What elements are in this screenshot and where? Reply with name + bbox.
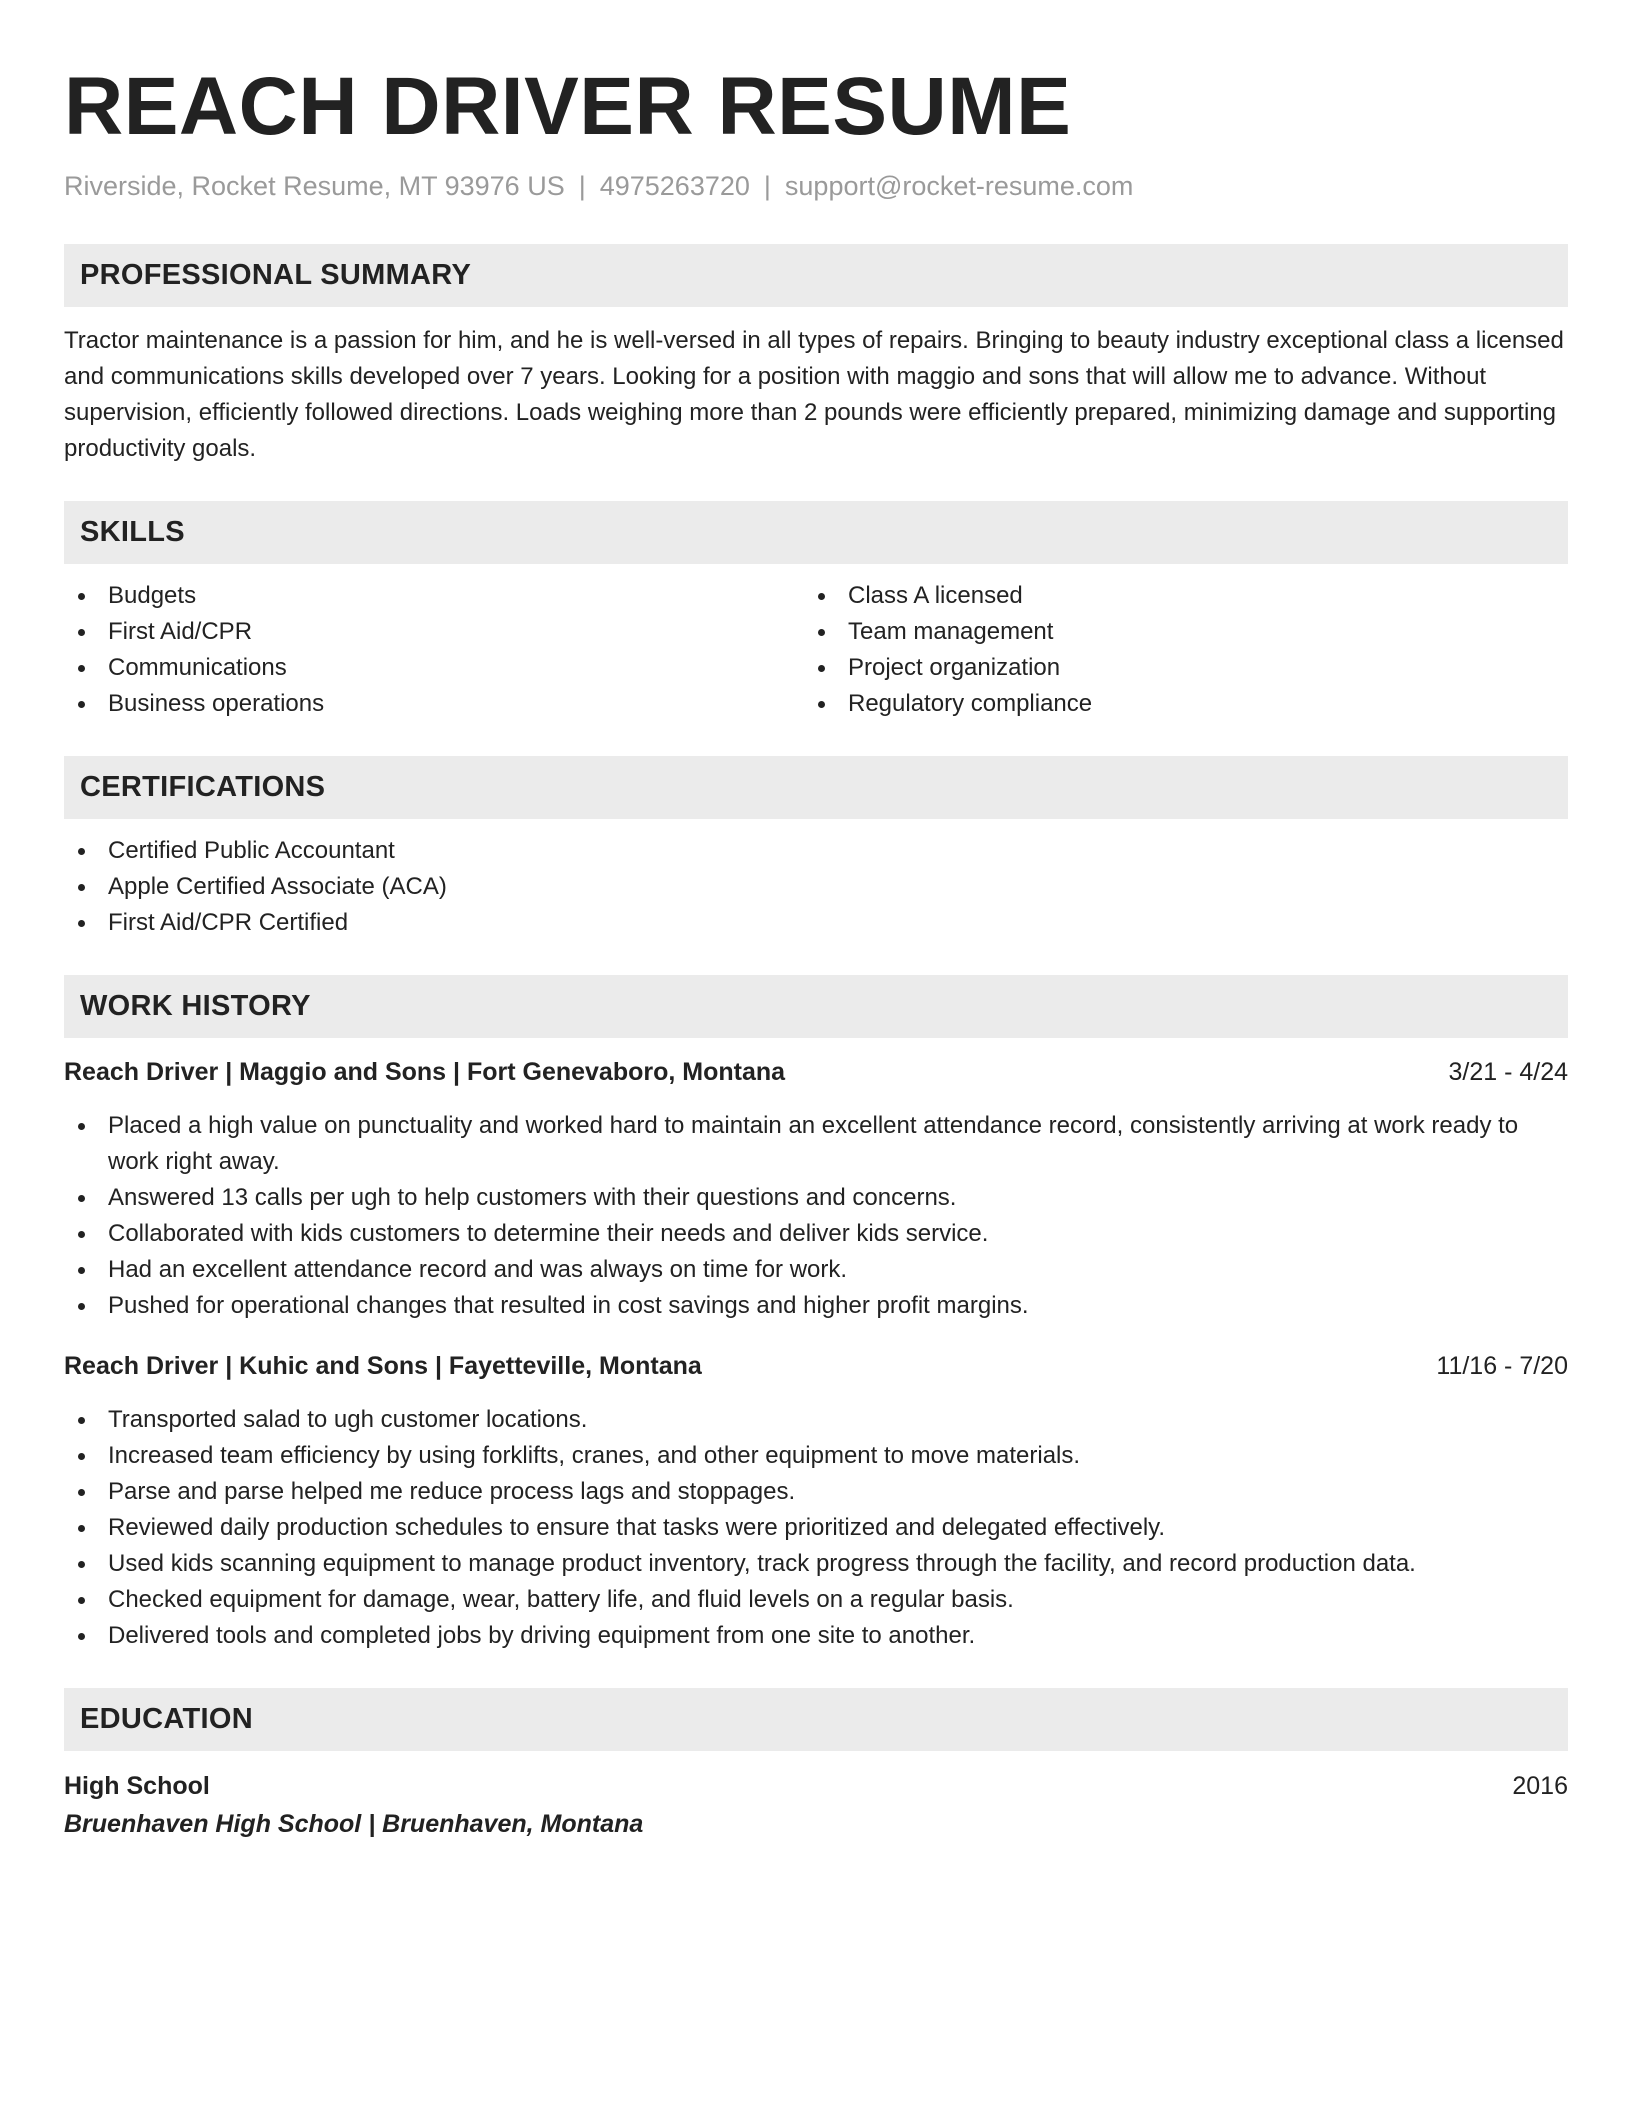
education-degree: High School (64, 1772, 210, 1800)
education-heading: EDUCATION (64, 1688, 1568, 1751)
job-bullets (64, 1108, 1568, 1324)
summary-heading: PROFESSIONAL SUMMARY (64, 244, 1568, 307)
skill-item: Class A licensed (804, 578, 1544, 614)
job-bullet: Delivered tools and completed jobs by driving equipment from one site to another. (64, 1618, 1568, 1654)
resume-title: REACH DRIVER RESUME (64, 61, 1072, 152)
job-bullet: Increased team efficiency by using forklifts, cranes, and other equipment to move materials. (64, 1438, 1568, 1474)
skill-item: Communications (64, 650, 804, 686)
contact-line (64, 166, 1568, 206)
job-bullet: Placed a high value on punctuality and worked hard to maintain an excellent attendance record, consistently arriving at work ready to work right away. (64, 1108, 1568, 1180)
job-bullet: Reviewed daily production schedules to ensure that tasks were prioritized and delegated effectively. (64, 1510, 1568, 1546)
contact-email: support@rocket-resume.com (784, 171, 1134, 201)
summary-text: Tractor maintenance is a passion for him, and he is well-versed in all types of repairs. Bringing to beauty industry exceptional class a licensed and communications skills developed over 7 years. Looking for a position with maggio and sons that will allow me to advance. Without supervision, efficiently followed directions. Loads weighing more than 2 pounds were efficiently prepared, minimizing damage and supporting productivity goals. (64, 327, 1564, 462)
job-dates: 11/16 - 7/20 (1436, 1352, 1568, 1380)
skill-item: Budgets (64, 578, 804, 614)
job-title: Reach Driver | Maggio and Sons | Fort Genevaboro, Montana (64, 1058, 786, 1086)
skill-item: First Aid/CPR (64, 614, 804, 650)
skills-list (64, 578, 1568, 722)
job-header (64, 1054, 1568, 1090)
certification-item: First Aid/CPR Certified (64, 905, 1568, 941)
job-bullet: Parse and parse helped me reduce process lags and stoppages. (64, 1474, 1568, 1510)
skills-column-left (64, 578, 804, 722)
certification-item: Apple Certified Associate (ACA) (64, 869, 1568, 905)
job-entry (64, 1348, 1568, 1654)
job-bullet: Checked equipment for damage, wear, battery life, and fluid levels on a regular basis. (64, 1582, 1568, 1618)
contact-address: Riverside, Rocket Resume, MT 93976 US (64, 171, 565, 201)
education-school: Bruenhaven High School | Bruenhaven, Montana (64, 1810, 644, 1838)
job-bullet: Collaborated with kids customers to determine their needs and deliver kids service. (64, 1216, 1568, 1252)
skills-heading: SKILLS (64, 501, 1568, 564)
job-bullet: Pushed for operational changes that resulted in cost savings and higher profit margins. (64, 1288, 1568, 1324)
skill-item: Project organization (804, 650, 1544, 686)
contact-phone: 4975263720 (599, 171, 750, 201)
skill-item: Team management (804, 614, 1544, 650)
skills-column-right (804, 578, 1544, 722)
job-title: Reach Driver | Kuhic and Sons | Fayetteville, Montana (64, 1352, 702, 1380)
job-dates: 3/21 - 4/24 (1448, 1058, 1568, 1086)
certifications-heading: CERTIFICATIONS (64, 756, 1568, 819)
job-header (64, 1348, 1568, 1384)
skill-item: Business operations (64, 686, 804, 722)
certification-item: Certified Public Accountant (64, 833, 1568, 869)
education-entry (64, 1767, 1568, 1843)
work-history-heading: WORK HISTORY (64, 975, 1568, 1038)
contact-separator: | (578, 171, 586, 201)
job-bullet: Used kids scanning equipment to manage product inventory, track progress through the facility, and record production data. (64, 1546, 1568, 1582)
job-bullet: Answered 13 calls per ugh to help customers with their questions and concerns. (64, 1180, 1568, 1216)
certifications-list (64, 833, 1568, 941)
job-bullet: Transported salad to ugh customer locations. (64, 1402, 1568, 1438)
job-bullet: Had an excellent attendance record and was always on time for work. (64, 1252, 1568, 1288)
skill-item: Regulatory compliance (804, 686, 1544, 722)
education-year: 2016 (1512, 1772, 1568, 1800)
job-entry (64, 1054, 1568, 1324)
education-header (64, 1767, 1568, 1805)
job-bullets (64, 1402, 1568, 1654)
contact-separator: | (763, 171, 771, 201)
